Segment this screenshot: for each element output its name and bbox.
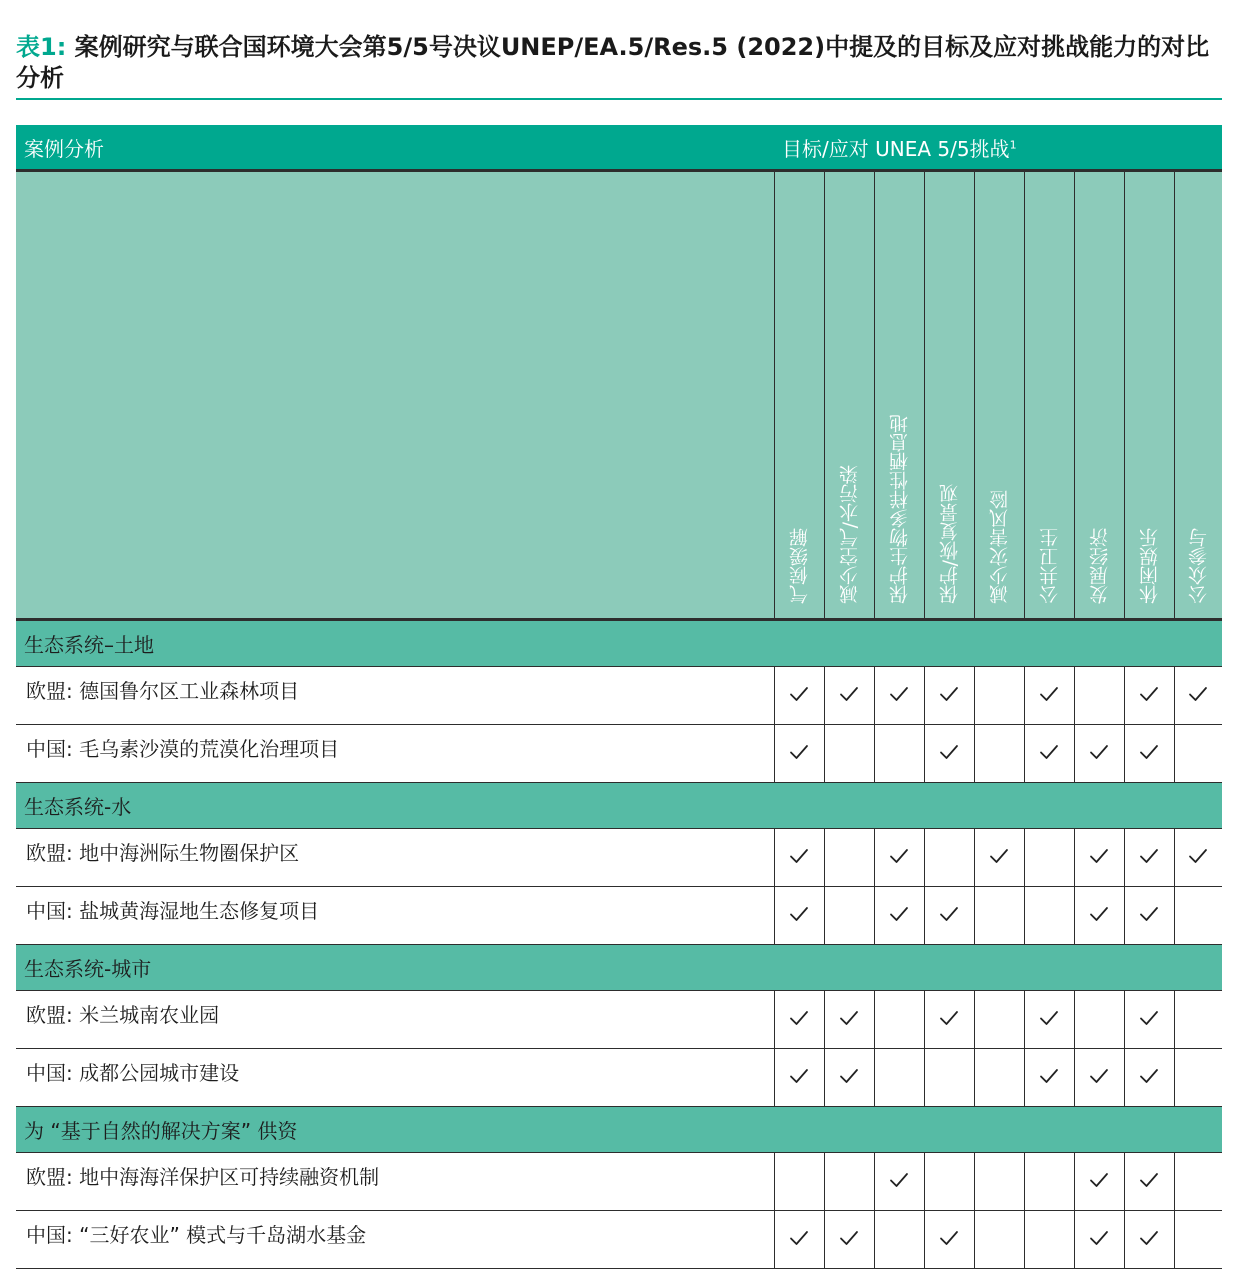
matrix-cell (1124, 1049, 1174, 1107)
table-row (16, 1153, 1222, 1211)
matrix-cell (824, 1049, 874, 1107)
section-label: 生态系统-水 (16, 783, 1222, 829)
checkmark-icon (1138, 1007, 1160, 1029)
column-header (824, 171, 874, 620)
matrix-cell (824, 725, 874, 783)
checkmark-icon (988, 845, 1010, 867)
case-name: 中国: “三好农业” 模式与千岛湖水基金 (16, 1211, 774, 1269)
checkmark-icon (1088, 845, 1110, 867)
matrix-cell (824, 667, 874, 725)
matrix-cell (924, 1153, 974, 1211)
matrix-cell (824, 1153, 874, 1211)
checkmark-icon (1038, 1065, 1060, 1087)
matrix-cell (1074, 725, 1124, 783)
matrix-cell (1174, 829, 1222, 887)
matrix-cell (874, 1211, 924, 1269)
checkmark-icon (788, 741, 810, 763)
matrix-cell (974, 829, 1024, 887)
table-title-prefix: 表1: (16, 33, 67, 61)
matrix-cell (1174, 667, 1222, 725)
matrix-cell (924, 725, 974, 783)
column-header-label: 公共卫生 (1038, 528, 1061, 604)
matrix-cell (824, 991, 874, 1049)
column-header (1074, 171, 1124, 620)
matrix-cell (774, 725, 824, 783)
checkmark-icon (838, 1007, 860, 1029)
section-row (16, 945, 1222, 991)
matrix-cell (1124, 991, 1174, 1049)
matrix-cell (1174, 887, 1222, 945)
checkmark-icon (1138, 683, 1160, 705)
matrix-cell (1174, 1153, 1222, 1211)
header-row (16, 125, 1222, 171)
checkmark-icon (888, 1169, 910, 1191)
matrix-cell (974, 991, 1024, 1049)
comparison-table (16, 125, 1222, 1269)
checkmark-icon (888, 845, 910, 867)
matrix-cell (924, 667, 974, 725)
matrix-cell (1024, 991, 1074, 1049)
case-name: 中国: 盐城黄海湿地生态修复项目 (16, 887, 774, 945)
matrix-cell (974, 1153, 1024, 1211)
matrix-cell (1024, 1211, 1074, 1269)
column-header-label: 气候缓解 (788, 528, 811, 604)
matrix-cell (974, 1049, 1024, 1107)
case-name: 欧盟: 地中海洲际生物圈保护区 (16, 829, 774, 887)
checkmark-icon (888, 683, 910, 705)
matrix-cell (824, 1211, 874, 1269)
section-row (16, 1107, 1222, 1153)
section-row (16, 783, 1222, 829)
case-name: 中国: 成都公园城市建设 (16, 1049, 774, 1107)
checkmark-icon (1138, 741, 1160, 763)
column-header (924, 171, 974, 620)
matrix-cell (1024, 1049, 1074, 1107)
section-label: 为 “基于自然的解决方案” 供资 (16, 1107, 1222, 1153)
table-row (16, 725, 1222, 783)
matrix-cell (874, 887, 924, 945)
case-name: 欧盟: 德国鲁尔区工业森林项目 (16, 667, 774, 725)
goal-header-footnote: 1 (1009, 137, 1017, 151)
matrix-cell (1174, 725, 1222, 783)
column-header-label: 减少空气/水污染 (838, 464, 861, 604)
matrix-cell (774, 1153, 824, 1211)
matrix-cell (1174, 991, 1222, 1049)
checkmark-icon (838, 1065, 860, 1087)
matrix-cell (1124, 667, 1174, 725)
column-header-label: 休闲娱乐 (1138, 528, 1161, 604)
section-label: 生态系统–土地 (16, 620, 1222, 667)
matrix-cell (1024, 667, 1074, 725)
column-header-label: 公众参与 (1187, 528, 1210, 604)
matrix-cell (1024, 725, 1074, 783)
matrix-cell (774, 887, 824, 945)
checkmark-icon (1088, 1065, 1110, 1087)
title-divider (16, 98, 1222, 100)
goal-header-text: 目标/应对 UNEA 5/5挑战 (782, 136, 1010, 161)
table-row (16, 991, 1222, 1049)
goal-header (774, 125, 1222, 171)
matrix-cell (1124, 887, 1174, 945)
section-label: 生态系统-城市 (16, 945, 1222, 991)
checkmark-icon (938, 903, 960, 925)
matrix-cell (774, 667, 824, 725)
matrix-cell (974, 725, 1024, 783)
table-row (16, 1049, 1222, 1107)
table-row (16, 667, 1222, 725)
checkmark-icon (1038, 1007, 1060, 1029)
matrix-cell (1074, 1049, 1124, 1107)
checkmark-icon (1038, 741, 1060, 763)
checkmark-icon (1138, 845, 1160, 867)
matrix-cell (874, 725, 924, 783)
matrix-cell (1124, 1211, 1174, 1269)
matrix-cell (974, 667, 1024, 725)
column-header-label: 减少灾害风险 (988, 490, 1011, 604)
table-row (16, 1211, 1222, 1269)
matrix-cell (1074, 829, 1124, 887)
matrix-cell (1174, 1211, 1222, 1269)
column-header (774, 171, 824, 620)
matrix-cell (924, 991, 974, 1049)
matrix-cell (1074, 1153, 1124, 1211)
matrix-cell (774, 991, 824, 1049)
column-header (1174, 171, 1222, 620)
case-name: 欧盟: 地中海海洋保护区可持续融资机制 (16, 1153, 774, 1211)
matrix-cell (1024, 1153, 1074, 1211)
matrix-cell (924, 887, 974, 945)
matrix-cell (774, 1049, 824, 1107)
checkmark-icon (938, 683, 960, 705)
column-header (974, 171, 1024, 620)
matrix-cell (874, 1153, 924, 1211)
matrix-cell (874, 829, 924, 887)
checkmark-icon (788, 1065, 810, 1087)
checkmark-icon (1088, 741, 1110, 763)
matrix-cell (1124, 725, 1174, 783)
checkmark-icon (1138, 1169, 1160, 1191)
checkmark-icon (1088, 903, 1110, 925)
column-header-label: 发展经济 (1088, 528, 1111, 604)
matrix-cell (874, 991, 924, 1049)
column-label-row (16, 171, 1222, 620)
checkmark-icon (1088, 1169, 1110, 1191)
case-name: 中国: 毛乌素沙漠的荒漠化治理项目 (16, 725, 774, 783)
matrix-cell (1074, 991, 1124, 1049)
matrix-cell (1124, 829, 1174, 887)
checkmark-icon (838, 683, 860, 705)
matrix-cell (1024, 887, 1074, 945)
matrix-cell (774, 829, 824, 887)
table-row (16, 887, 1222, 945)
table-title-text: 案例研究与联合国环境大会第5/5号决议UNEP/EA.5/Res.5 (2022)中提及的目标及应对挑战能力的对比分析 (16, 33, 1210, 92)
matrix-cell (1074, 1211, 1124, 1269)
case-header: 案例分析 (16, 125, 774, 171)
matrix-cell (1074, 667, 1124, 725)
matrix-cell (924, 1211, 974, 1269)
matrix-cell (824, 829, 874, 887)
column-label-spacer (16, 171, 774, 620)
checkmark-icon (1187, 845, 1209, 867)
matrix-cell (774, 1211, 824, 1269)
matrix-cell (1024, 829, 1074, 887)
matrix-cell (1174, 1049, 1222, 1107)
matrix-cell (1124, 1153, 1174, 1211)
table-row (16, 829, 1222, 887)
case-name: 欧盟: 米兰城南农业园 (16, 991, 774, 1049)
checkmark-icon (1138, 903, 1160, 925)
matrix-cell (1074, 887, 1124, 945)
matrix-cell (874, 667, 924, 725)
column-header (1124, 171, 1174, 620)
checkmark-icon (938, 1007, 960, 1029)
table-body (16, 620, 1222, 1269)
matrix-cell (874, 1049, 924, 1107)
checkmark-icon (1187, 683, 1209, 705)
matrix-cell (924, 1049, 974, 1107)
checkmark-icon (788, 903, 810, 925)
checkmark-icon (1038, 683, 1060, 705)
column-header-label: 保护生物多样性栖息地 (888, 414, 911, 604)
column-header (1024, 171, 1074, 620)
checkmark-icon (888, 903, 910, 925)
column-header-label: 保护/恢复景观 (938, 483, 961, 604)
matrix-cell (974, 1211, 1024, 1269)
checkmark-icon (788, 1007, 810, 1029)
matrix-cell (974, 887, 1024, 945)
table-title (16, 32, 1226, 94)
checkmark-icon (1138, 1065, 1160, 1087)
matrix-cell (924, 829, 974, 887)
section-row (16, 620, 1222, 667)
column-header (874, 171, 924, 620)
checkmark-icon (788, 845, 810, 867)
checkmark-icon (938, 741, 960, 763)
checkmark-icon (788, 683, 810, 705)
matrix-cell (824, 887, 874, 945)
